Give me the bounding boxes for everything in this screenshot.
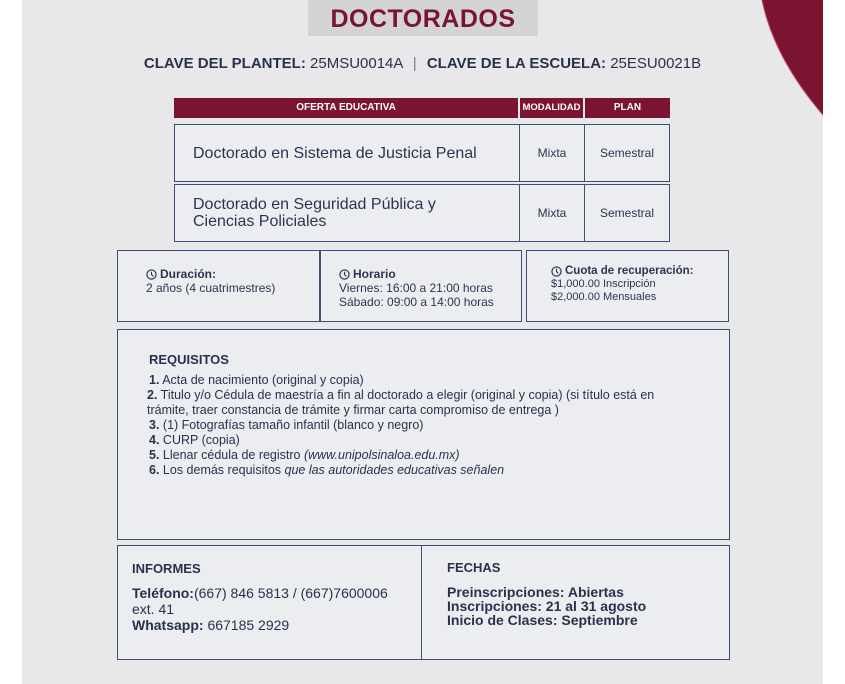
program-cell: Doctorado en Sistema de Justicia Penal <box>174 124 520 182</box>
horario-line-1: Viernes: 16:00 a 21:00 horas <box>339 281 493 295</box>
telefono-value[interactable]: (667) 846 5813 / (667)7600006 <box>193 585 388 601</box>
requisito-item: 4. CURP (copia) <box>149 433 240 447</box>
clock-icon <box>146 269 157 280</box>
flyer-page <box>22 0 823 684</box>
whatsapp-value[interactable]: 667185 2929 <box>203 617 290 633</box>
cuota-line-2: $2,000.00 Mensuales <box>551 291 657 303</box>
whatsapp-label: Whatsapp: <box>132 617 204 633</box>
requisito-item: 2. Titulo y/o Cédula de maestría a fin al doctorado a elegir (original y copia) (si título está en trámite, traer constancia de trámite y firmar carta compromiso de entrega ) <box>147 388 655 417</box>
cuota-box <box>526 250 729 322</box>
codes-separator: | <box>412 55 417 72</box>
requisito-item: 6. Los demás requisitos que las autoridades educativas señalen <box>149 463 505 477</box>
informes-section <box>132 561 388 633</box>
horario-label: Horario <box>353 267 396 281</box>
header-oferta: OFERTA EDUCATIVA <box>174 98 518 118</box>
program-cell: Doctorado en Seguridad Pública y Ciencias Policiales <box>174 184 520 242</box>
requisitos-title: REQUISITOS <box>149 352 229 367</box>
clock-icon <box>551 266 562 277</box>
cuota-line-1: $1,000.00 Inscripción <box>551 278 656 290</box>
cuota-label: Cuota de recuperación: <box>565 265 694 277</box>
website-link[interactable]: (www.unipolsinaloa.edu.mx) <box>303 448 460 462</box>
divider <box>421 546 422 659</box>
duracion-heading <box>146 267 319 281</box>
modalidad-cell: Mixta <box>519 124 585 182</box>
fecha-line: Preinscripciones: Abiertas <box>447 584 624 600</box>
page-title: DOCTORADOS <box>308 0 538 36</box>
informes-title: INFORMES <box>132 561 201 576</box>
duracion-label: Duración: <box>160 267 217 281</box>
requisitos-box <box>117 329 730 540</box>
plan-cell: Semestral <box>584 184 670 242</box>
escuela-label: CLAVE DE LA ESCUELA: <box>426 55 607 72</box>
school-codes <box>22 55 823 72</box>
duracion-value: 2 años (4 cuatrimestres) <box>146 281 276 295</box>
whatsapp-line <box>132 617 388 633</box>
duracion-box <box>117 250 320 322</box>
modalidad-cell: Mixta <box>519 184 585 242</box>
cuota-heading <box>551 265 728 278</box>
horario-box <box>320 250 522 322</box>
horario-line-2: Sábado: 09:00 a 14:00 horas <box>339 295 494 309</box>
fecha-line: Inicio de Clases: Septiembre <box>447 612 638 628</box>
telefono-label: Teléfono: <box>132 585 194 601</box>
header-modalidad: MODALIDAD <box>520 98 583 118</box>
fecha-line: Inscripciones: 21 al 31 agosto <box>447 598 647 614</box>
header-plan: PLAN <box>585 98 670 118</box>
requisito-item: 5. Llenar cédula de registro (www.unipolsinaloa.edu.mx) <box>149 448 460 462</box>
requisito-item: 1. Acta de nacimiento (original y copia) <box>149 373 364 387</box>
plan-cell: Semestral <box>584 124 670 182</box>
horario-heading <box>339 267 521 281</box>
plantel-value: 25MSU0014A <box>310 55 403 72</box>
telefono-line <box>132 585 388 601</box>
plantel-label: CLAVE DEL PLANTEL: <box>143 55 306 72</box>
fechas-section <box>447 561 646 627</box>
fechas-title: FECHAS <box>447 560 501 575</box>
clock-icon <box>339 269 350 280</box>
requisito-item: 3. (1) Fotografías tamaño infantil (blanco y negro) <box>149 418 424 432</box>
escuela-value: 25ESU0021B <box>610 55 702 72</box>
telefono-ext: ext. 41 <box>132 601 175 617</box>
contact-dates-box <box>117 545 730 660</box>
